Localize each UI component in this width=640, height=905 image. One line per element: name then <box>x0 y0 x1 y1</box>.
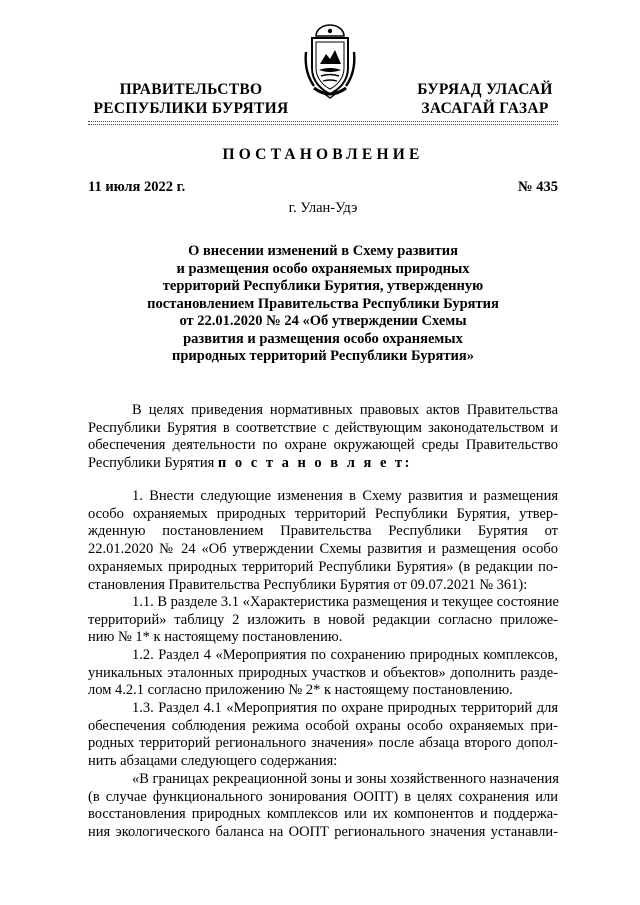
resolution-title-line: и размещения особо охраняемых природных <box>176 260 470 277</box>
resolution-title-line: от 22.01.2020 № 24 «Об утверждении Схемы <box>179 313 467 329</box>
body-line: охраняемых природных территорий Республики Бурятия» (в редакции по- <box>88 558 558 575</box>
document-date: 11 июля 2022 г. <box>88 179 186 195</box>
resolution-title-line: природных территорий Республики Бурятия» <box>172 348 474 364</box>
paragraph-1 <box>88 488 558 594</box>
body-line: обеспечения деятельности по охране окружающей среды Правительство <box>88 437 558 454</box>
body-line: восстановления природных комплексов или их компонентов и поддержа- <box>88 806 558 823</box>
government-name-buryat <box>390 80 580 118</box>
resolution-title-line: развития и размещения особо охраняемых <box>183 330 463 347</box>
body-line: территорий» таблицу 2 изложить в новой редакции согласно приложе- <box>88 611 558 628</box>
document-city: г. Улан-Удэ <box>288 200 358 216</box>
body-line: лом 4.2.1 согласно приложению № 2* к настоящему постановлению. <box>88 682 513 699</box>
body-line: (в случае функционального зонирования ООПТ) в целях сохранения или <box>88 788 558 805</box>
document-number: № 435 <box>518 179 558 195</box>
header-left-line: ПРАВИТЕЛЬСТВО <box>119 81 263 98</box>
body-line: обеспечения соблюдения режима особой охраны особо охраняемых при- <box>88 717 558 734</box>
government-name-russian <box>86 80 296 118</box>
resolution-title-line: территорий Республики Бурятия, утвержденную <box>162 278 484 294</box>
body-line: 22.01.2020 № 24 «Об утверждении Схемы развития и размещения особо <box>88 541 558 558</box>
body-line: 1. Внести следующие изменения в Схему развития и размещения <box>132 488 558 504</box>
body-line <box>88 455 558 473</box>
body-line: родных территорий регионального значения» после абзаца второго допол- <box>88 735 558 752</box>
header-left-line: РЕСПУБЛИКИ БУРЯТИЯ <box>93 100 289 117</box>
preamble-paragraph <box>88 402 558 473</box>
body-line: «В границах рекреационной зоны и зоны хозяйственного назначения <box>132 771 559 787</box>
resolution-title-line: постановлением Правительства Республики Бурятия <box>147 295 499 312</box>
body-line: 1.2. Раздел 4 «Мероприятия по сохранению природных комплексов, <box>132 647 558 663</box>
decree-word: п о с т а н о в л я е т: <box>217 455 412 472</box>
paragraph-1-2 <box>88 647 558 700</box>
body-line: нить абзацами следующего содержания: <box>88 753 338 770</box>
body-line: ния экологического баланса на ООПТ регионального значения устанавли- <box>88 824 558 841</box>
header-right-line: ЗАСАГАЙ ГАЗАР <box>421 100 549 117</box>
preamble-line-start: Республики Бурятия <box>88 455 218 472</box>
body-line: 1.1. В разделе 3.1 «Характеристика размещения и текущее состояние <box>132 594 559 610</box>
resolution-title <box>88 243 558 366</box>
paragraph-1-1 <box>88 594 558 647</box>
paragraph-1-3 <box>88 700 558 771</box>
body-line: уникальных эталонных природных участков и объектов» дополнить разде- <box>88 664 558 681</box>
header-divider <box>88 121 558 122</box>
header-divider <box>88 124 558 125</box>
body-line: Республики Бурятия в соответствие с действующим законодательством и <box>88 419 558 436</box>
body-line: становления Правительства Республики Бурятия от 09.07.2021 № 361): <box>88 576 528 593</box>
header-right-line: БУРЯАД УЛАСАЙ <box>417 81 553 98</box>
document-type-title: ПОСТАНОВЛЕНИЕ <box>222 146 424 163</box>
coat-of-arms-emblem <box>300 22 360 100</box>
quoted-paragraph <box>88 771 558 842</box>
body-line: жденную постановлением Правительства Республики Бурятия от <box>88 523 558 540</box>
body-line: нию № 1* к настоящему постановлению. <box>88 629 343 646</box>
resolution-title-line: О внесении изменений в Схему развития <box>188 243 458 259</box>
body-line: особо охраняемых природных территорий Республики Бурятия, утвер- <box>88 505 558 522</box>
body-line: В целях приведения нормативных правовых актов Правительства <box>132 402 558 418</box>
body-line: 1.3. Раздел 4.1 «Мероприятия по охране природных территорий для <box>132 700 558 716</box>
